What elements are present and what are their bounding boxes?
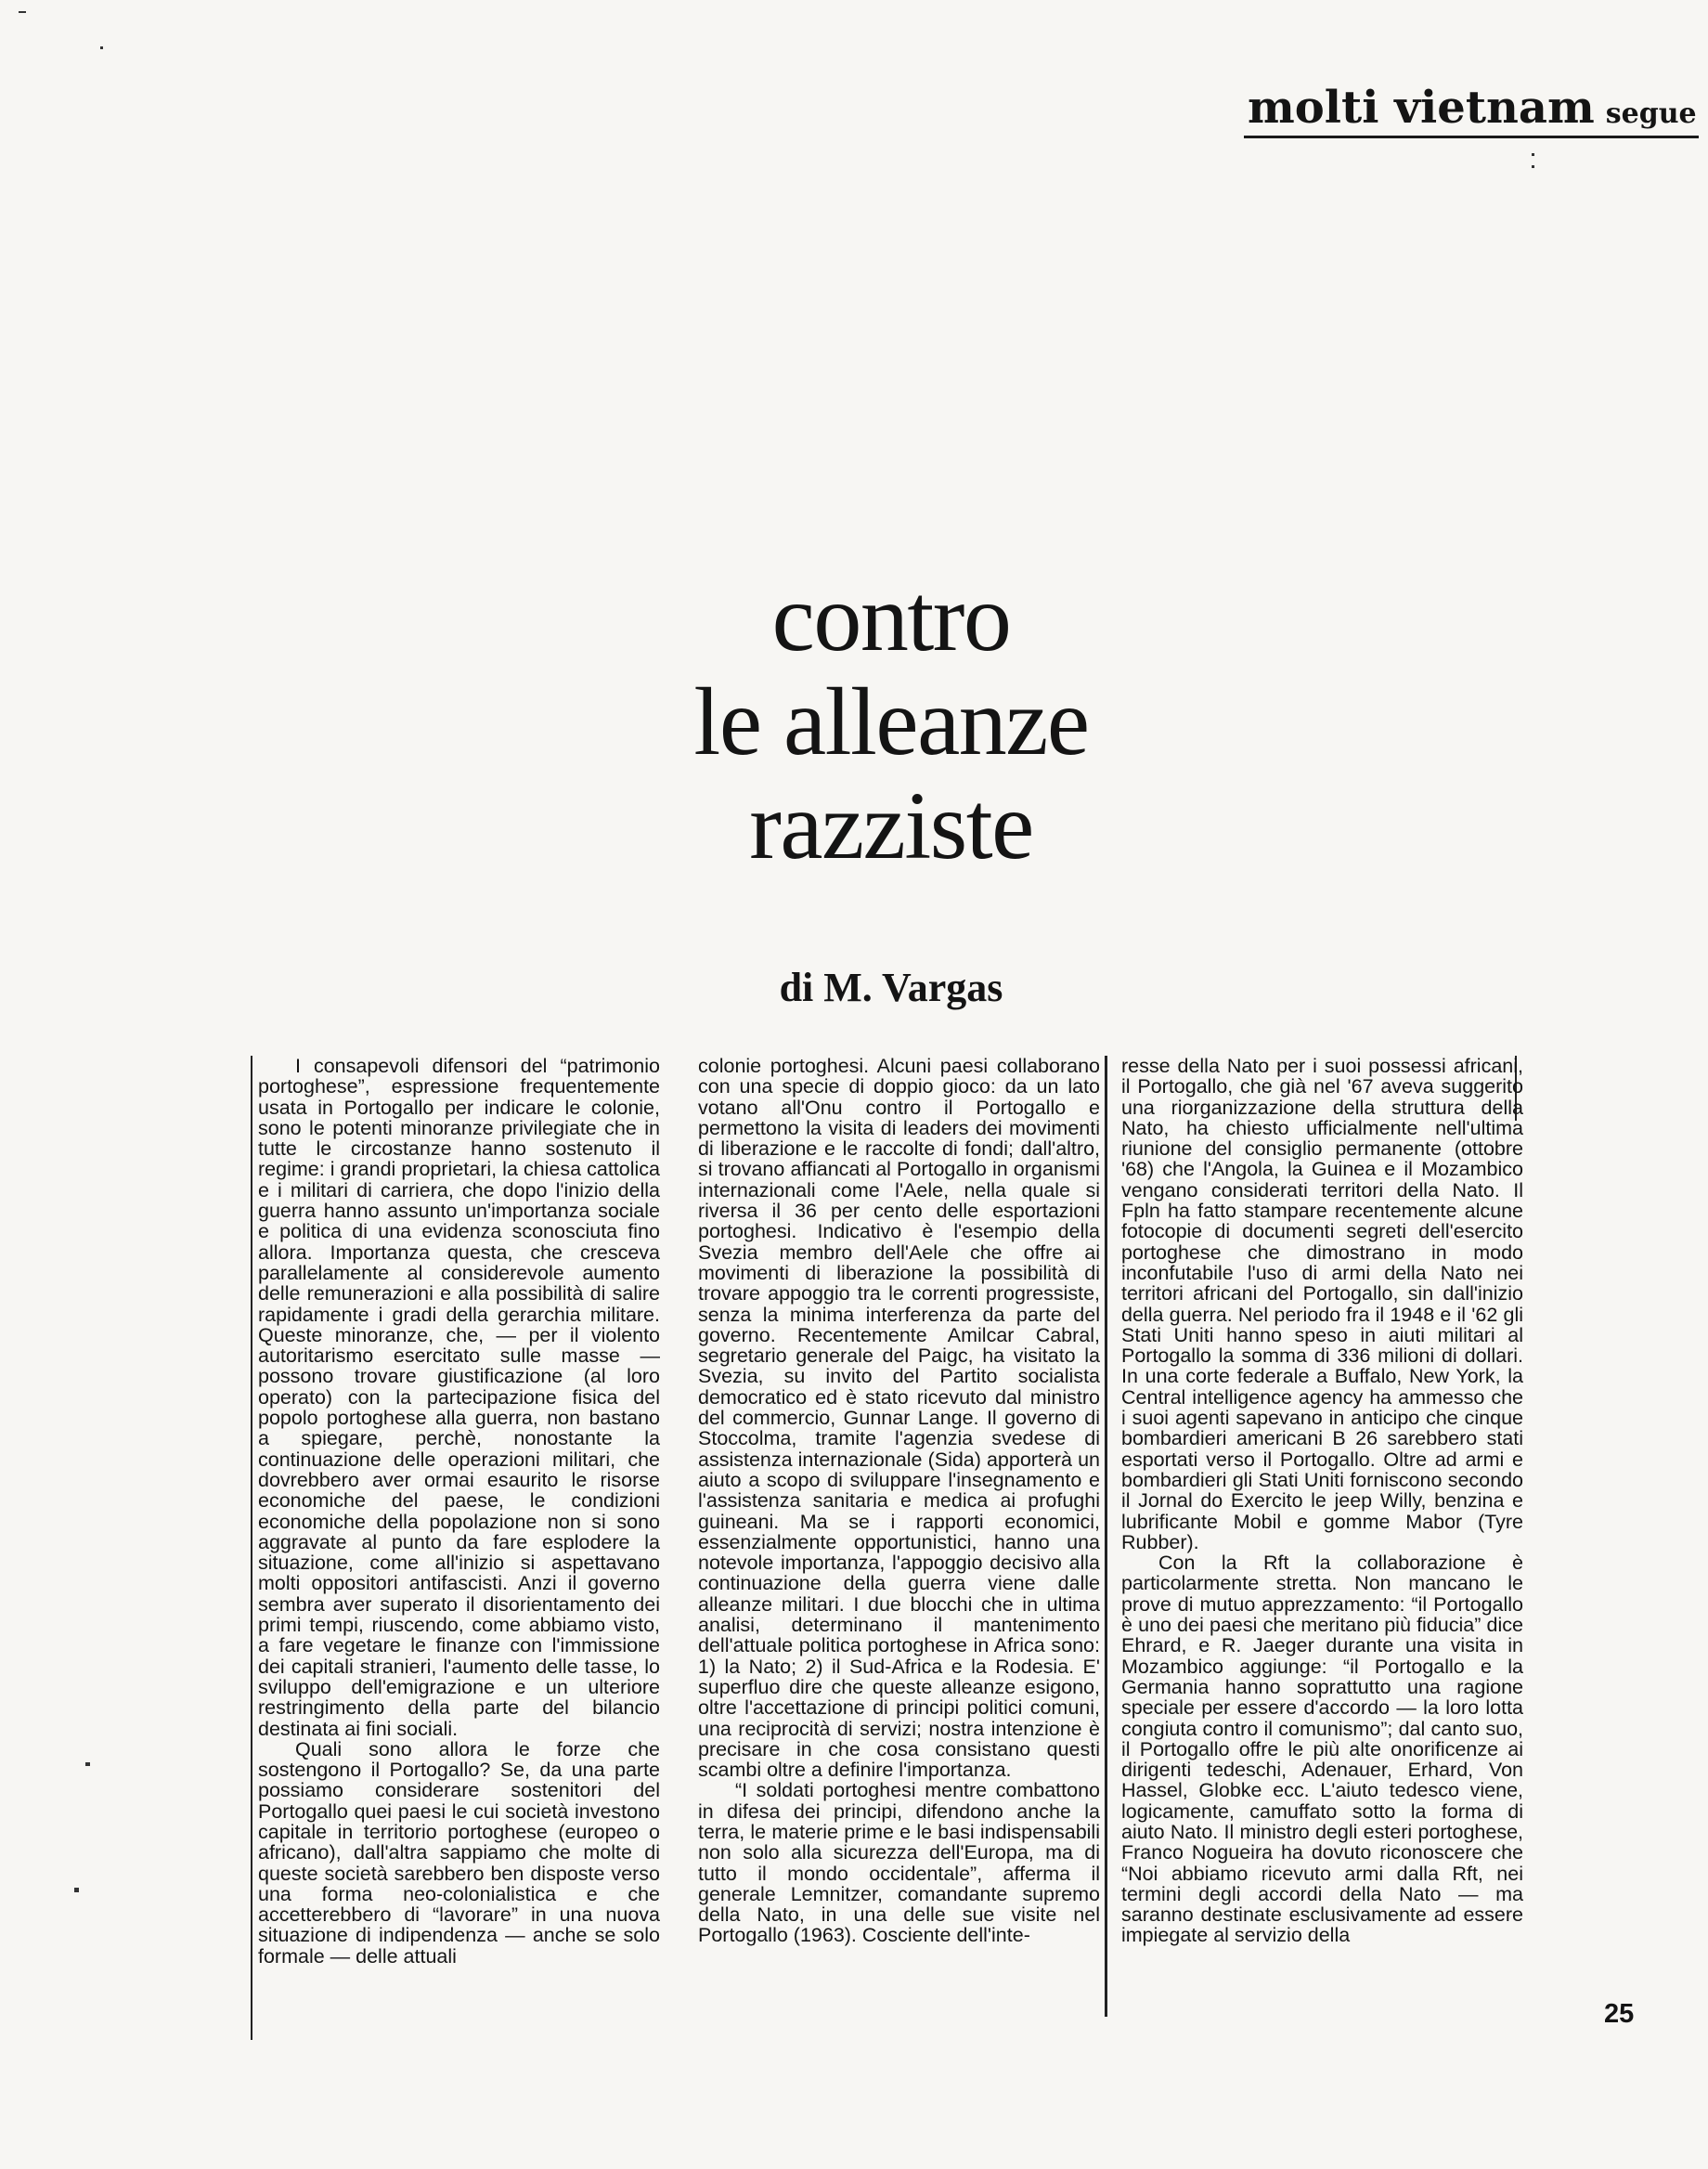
title-line: le alleanze <box>693 669 1089 775</box>
text-column-3 <box>1121 1056 1523 2040</box>
scan-speck <box>19 11 26 13</box>
scan-speck <box>74 1888 79 1892</box>
scan-speck <box>1532 153 1534 156</box>
paragraph: colonie portoghesi. Alcuni paesi collaborano con una specie di doppio gioco: da un lato votano all'Onu contro il Portogallo e permettono la visita di leaders dei movimenti di liberazione e le raccolte di fondi; dall'altro, si trovano affiancati al Portogallo in organismi internazionali come l'Aele, nella quale si riversa il 36 per cento delle esportazioni portoghesi. Indicativo è l'esempio della Svezia membro dell'Aele che offre ai movimenti di liberazione la possibilità di trovare appoggio tra le correnti progressiste, senza la minima interferenza da parte del governo. Recentemente Amilcar Cabral, segretario generale del Paigc, ha visitato la Svezia, su invito del Partito socialista democratico ed è stato ricevuto dal ministro del commercio, Gunnar Lange. Il governo di Stoccolma, tramite l'agenzia svedese di assistenza internazionale (Sida) apporterà un aiuto a scopo di sviluppare l'insegnamento e l'assistenza sanitaria e medica ai profughi guineani. Ma se i rapporti economici, essenzialmente opportunistici, hanno una notevole importanza, l'appoggio decisivo alla continuazione della guerra viene dalle alleanze militari. I due blocchi che in ultima analisi, determinano il mantenimento dell'attuale politica portoghese in Africa sono: 1) la Nato; 2) il Sud-Africa e la Rodesia. E' superfluo dire che queste alleanze esigono, oltre l'accettazione di principi politici comuni, una reciprocità di servizi; nostra intenzione è precisare in che cosa consistano questi scambi oltre a definire l'importanza. <box>698 1056 1100 1782</box>
text-column-1 <box>258 1056 660 2040</box>
paragraph: Quali sono allora le forze che sostengono il Portogallo? Se, da una parte possiamo considerare sostenitori del Portogallo quei paesi le cui società investono capitale in territorio portoghese (europeo o africano), dall'altra sappiamo che molte di queste società sarebbero ben disposte verso una forma neo-colonialistica e che accetterebbero di “lavorare” in una nuova situazione di indipendenza — anche se solo formale — delle attuali <box>258 1737 660 1968</box>
column-rule <box>1105 1056 1107 2017</box>
section-header <box>1244 82 1699 138</box>
paragraph: I consapevoli difensori del “patrimonio portoghese”, espressione frequentemente usata in Portogallo per indicare le colonie, sono le potenti minoranze privilegiate che in tutte le circostanze hanno sostenuto il regime: i grandi proprietari, la chiesa cattolica e i militari di carriera, che dopo l'inizio della guerra hanno assunto un'importanza sociale e politica di una evidenza sconosciuta fino allora. Importanza questa, che cresceva parallelamente al considerevole aumento delle remunerazioni e alla possibilità di salire rapidamente i gradi della gerarchia militare. Queste minoranze, che, — per il violento autoritarismo esercitato sulle masse — possono trovare giustificazione (al loro operato) con la partecipazione fisica del popolo portoghese alla guerra, non bastano a spiegare, perchè, nonostante la continuazione delle operazioni militari, che dovrebbero aver ormai esaurito le risorse economiche del paese, le condizioni economiche della popolazione non si sono aggravate al punto da fare esplodere la situazione, come all'inizio si aspettavano molti oppositori antifascisti. Anzi il governo sembra aver superato il disorientamento dei primi tempi, riuscendo, come abbiamo visto, a fare vegetare le finanze con l'immissione dei capitali stranieri, l'aumento delle tasse, lo sviluppo dell'emigrazione e un ulteriore restringimento della parte del bilancio destinata ai fini sociali. <box>258 1056 660 1740</box>
page-number: 25 <box>1604 1999 1635 2029</box>
column-rule <box>251 1056 252 2040</box>
title-line: contro <box>771 565 1011 671</box>
article-title <box>650 566 1132 878</box>
title-line: razziste <box>749 773 1033 879</box>
paragraph: “I soldati portoghesi mentre combattono in difesa dei principi, difendono anche la terra, le materie prime e le basi indispensabili non solo alla sicurezza dell'Europa, ma di tutto il mondo occidentale”, afferma il generale Lemnitzer, comandante supremo della Nato, in una delle sue visite nel Portogallo (1963). Cosciente dell'inte- <box>698 1779 1100 1947</box>
paragraph: resse della Nato per i suoi possessi africani, il Portogallo, che già nel '67 aveva suggerito una riorganizzazione della struttura della Nato, ha chiesto ufficialmente nell'ultima riunione del consiglio permanente (ottobre '68) che l'Angola, la Guinea e il Mozambico vengano considerati territori della Nato. Il Fpln ha fatto stampare recentemente alcune fotocopie di documenti segreti dell'esercito portoghese che dimostrano in modo inconfutabile l'uso di armi della Nato nei territori africani del Portogallo, sin dall'inizio della guerra. Nel periodo fra il 1948 e il '62 gli Stati Uniti hanno speso in aiuti militari al Portogallo la somma di 336 milioni di dollari. In una corte federale a Buffalo, New York, la Central intelligence agency ha ammesso che i suoi agenti sapevano in anticipo che cinque bombardieri americani B 26 sarebbero stati esportati verso il Portogallo. Oltre ad armi e bombardieri gli Stati Uniti forniscono secondo il Jornal do Exercito le jeep Willy, benzina e lubrificante Mobil e gomme Mabor (Tyre Rubber). <box>1121 1056 1523 1553</box>
scan-speck <box>85 1762 90 1766</box>
byline: di M. Vargas <box>779 965 1003 1010</box>
segue-label: segue <box>1605 97 1697 130</box>
paragraph: Con la Rft la collaborazione è particolarmente stretta. Non mancano le prove di mutuo apprezzamento: “il Portogallo è uno dei paesi che meritano più fiducia” dice Ehrard, e R. Jaeger durante una visita in Mozambico aggiunge: “il Portogallo e la Germania hanno soprattutto una ragione speciale per essere d'accordo — la loro lotta congiuta contro il comunismo”; dal canto suo, il Portogallo offre le più alte onorificenze ai dirigenti tedeschi, Adenauer, Erhard, Von Hassel, Globke ecc. L'aiuto tedesco viene, logicamente, camuffato sotto la forma di aiuto Nato. Il ministro degli esteri portoghese, Franco Nogueira ha dovuto riconoscere che “Noi abbiamo ricevuto armi dalla Rft, nei termini degli accordi della Nato — ma saranno destinate esclusivamente ad essere impiegate al servizio della <box>1121 1552 1523 1947</box>
text-column-2 <box>698 1056 1100 2040</box>
scan-speck <box>100 46 103 49</box>
section-title: molti vietnam <box>1248 82 1595 134</box>
scan-speck <box>1532 165 1534 168</box>
